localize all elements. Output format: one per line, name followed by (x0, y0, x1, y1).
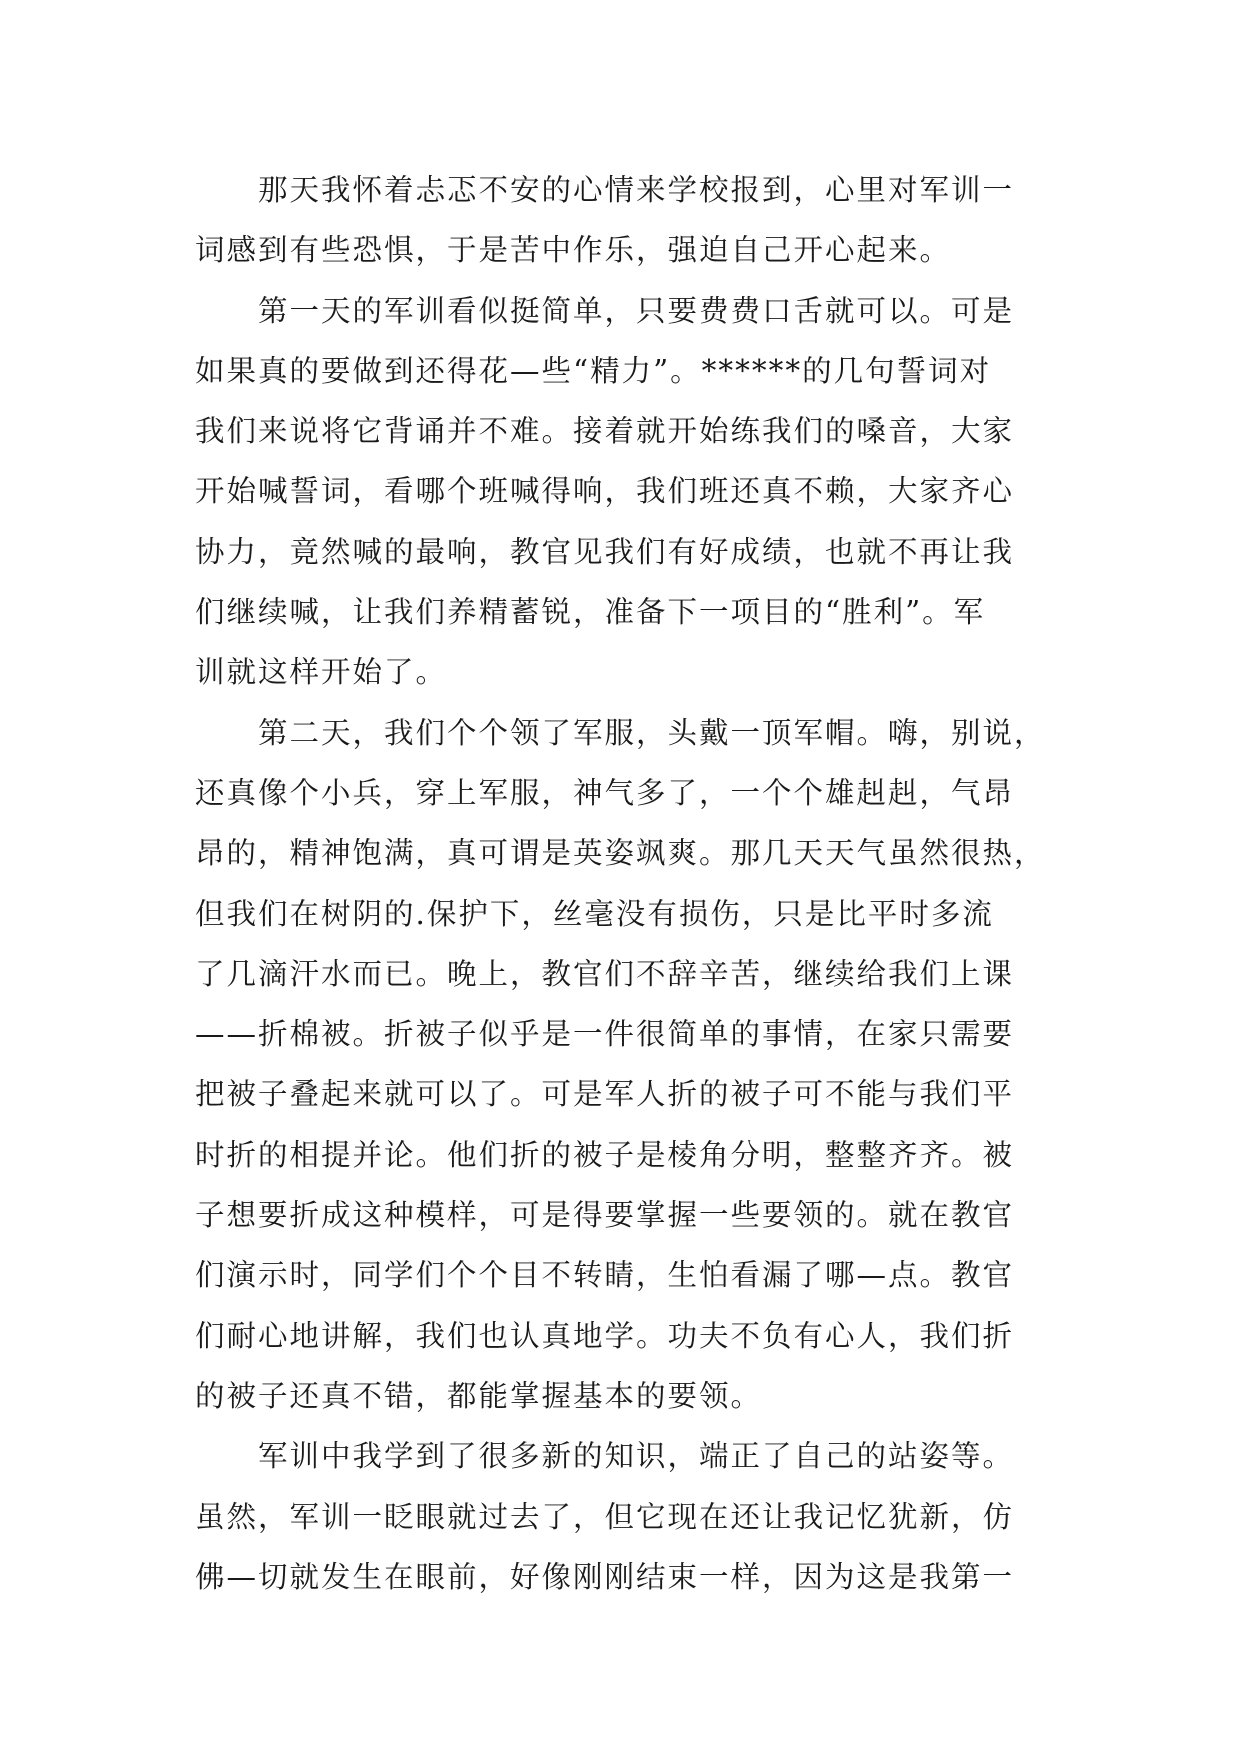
text-line: 词感到有些恐惧，于是苦中作乐，强迫自己开心起来。 (195, 233, 952, 268)
text-line: 把被子叠起来就可以了。可是军人折的被子可不能与我们平 (195, 1077, 1015, 1112)
text-line: 军训中我学到了很多新的知识，端正了自己的站姿等。 (195, 1439, 1015, 1474)
text-line: 们耐心地讲解，我们也认真地学。功夫不负有心人，我们折 (195, 1318, 1015, 1353)
text-line: ——折棉被。折被子似乎是一件很简单的事情，在家只需要 (195, 1017, 1015, 1052)
document-body (195, 160, 1075, 1607)
text-line: 子想要折成这种模样，可是得要掌握一些要领的。就在教官 (195, 1198, 1015, 1233)
text-line: 训就这样开始了。 (195, 655, 448, 690)
text-line: 第二天，我们个个领了军服，头戴一顶军帽。嗨，别说， (195, 715, 1046, 750)
text-line: 们继续喊，让我们养精蓄锐，准备下一项目的“胜利”。军 (195, 595, 986, 630)
text-line: 还真像个小兵，穿上军服，神气多了，一个个雄赳赳，气昂 (195, 775, 1015, 810)
text-line: 的被子还真不错，都能掌握基本的要领。 (195, 1378, 763, 1413)
text-line: 第一天的军训看似挺简单，只要费费口舌就可以。可是 (195, 293, 1015, 328)
text-line: 如果真的要做到还得花—些“精力”。******的几句誓词对 (195, 353, 992, 388)
text-line: 们演示时，同学们个个目不转睛，生怕看漏了哪—点。教官 (195, 1258, 1015, 1293)
text-line: 昂的，精神饱满，真可谓是英姿飒爽。那几天天气虽然很热， (195, 836, 1046, 871)
text-line: 我们来说将它背诵并不难。接着就开始练我们的嗓音，大家 (195, 414, 1015, 449)
text-line: 了几滴汗水而已。晚上，教官们不辞辛苦，继续给我们上课 (195, 956, 1015, 991)
text-line: 那天我怀着忐忑不安的心情来学校报到，心里对军训一 (195, 173, 1015, 207)
text-line: 但我们在树阴的.保护下，丝毫没有损伤，只是比平时多流 (195, 896, 994, 931)
text-line: 虽然，军训一眨眼就过去了，但它现在还让我记忆犹新，仿 (195, 1499, 1015, 1534)
text-line: 协力，竟然喊的最响，教官见我们有好成绩，也就不再让我 (195, 534, 1015, 569)
text-line: 开始喊誓词，看哪个班喊得响，我们班还真不赖，大家齐心 (195, 474, 1015, 509)
text-line: 佛—切就发生在眼前，好像刚刚结束一样，因为这是我第一 (195, 1559, 1015, 1594)
text-line: 时折的相提并论。他们折的被子是棱角分明，整整齐齐。被 (195, 1137, 1015, 1172)
